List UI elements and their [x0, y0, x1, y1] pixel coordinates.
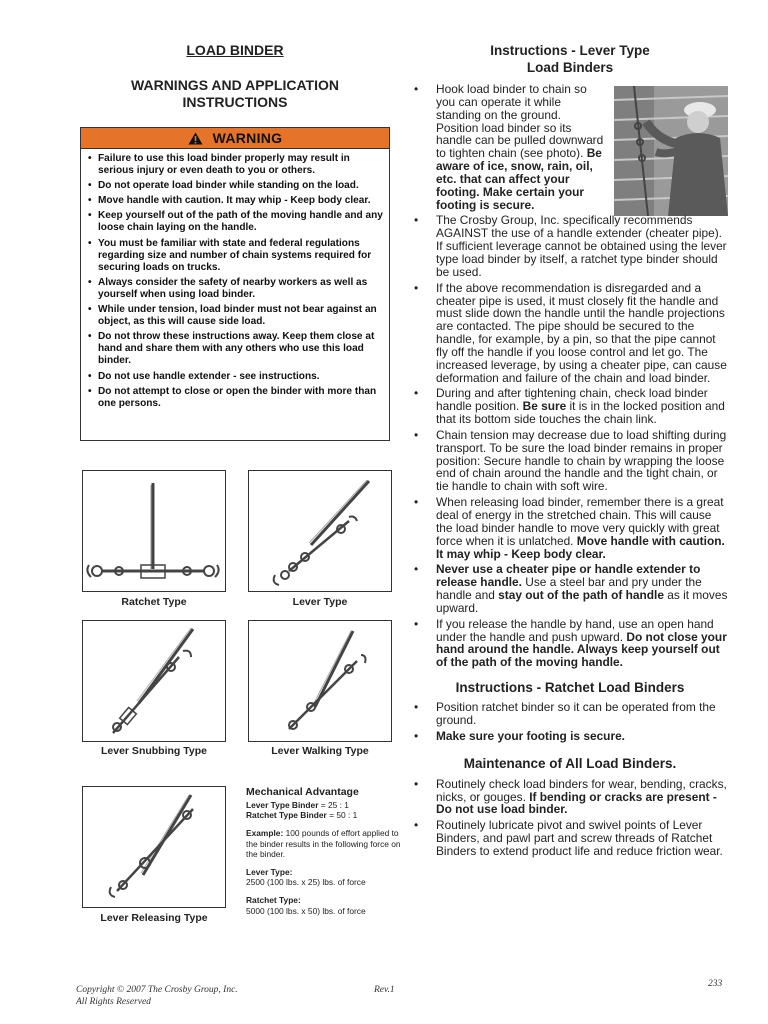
lever-instructions-list — [412, 83, 728, 669]
lever-snubbing-caption: Lever Snubbing Type — [101, 745, 207, 757]
warning-item: • Always consider the safety of nearby workers as well as yourself when using load binder. — [87, 277, 383, 301]
ratchet-force-label: Ratchet Type: — [246, 895, 301, 906]
warning-item: • Move handle with caution. It may whip - Keep body clear. — [87, 195, 383, 207]
list-item: • Hook load binder to chain so you can operate it while standing on the ground. Position load binder so its handle can be pulled downward to tighten chain (see photo). Be aware of ice, snow, rain, oil, etc. that can affect your footing. Make certain your footing is secure. — [412, 83, 606, 211]
ratchet-force: 5000 (100 lbs. x 50) lbs. of force — [246, 905, 366, 916]
page-title: LOAD BINDER — [186, 42, 284, 58]
list-item: • Never use a cheater pipe or handle extender to release handle. Use a steel bar and pry under the handle and stay out of the path of handle as it moves upward. — [412, 563, 728, 614]
lever-walking-illustration — [249, 621, 390, 740]
subtitle-line-2: INSTRUCTIONS — [182, 94, 288, 110]
warning-item: • Do not attempt to close or open the binder with more than one persons. — [87, 386, 383, 410]
lever-snubbing-illustration — [83, 621, 224, 740]
list-item: • Routinely check load binders for wear, bending, cracks, nicks, or gouges. If bending or cracks are present - Do not use load binder. — [412, 778, 728, 817]
lever-releasing-caption: Lever Releasing Type — [100, 912, 208, 924]
list-item: • If the above recommendation is disregarded and a cheater pipe is used, it must closely fit the handle and must slide down the handle until the handle projections are contacted. The pipe should be secured to the handle, for example, by a pin, so that the pipe cannot fly off the handle if you loose control and let go. The increased leverage, by using a cheater pipe, can cause deformation and failure of the chain and load binder. — [412, 282, 728, 385]
lever-binder-illustration — [249, 471, 390, 590]
mechanical-advantage — [246, 786, 406, 916]
maintenance-list — [412, 778, 728, 858]
page-number: 233 — [708, 979, 723, 989]
lever-releasing-figure — [82, 786, 226, 908]
list-item: • When releasing load binder, remember there is a great deal of energy in the stretched chain. This will cause the load binder handle to move very quickly with great force when it is unlatched. Move handle with caution. It may whip - Keep body clear. — [412, 496, 728, 560]
ratchet-binder-illustration — [83, 471, 224, 590]
right-column — [412, 42, 728, 861]
warning-item: • Do not throw these instructions away. Keep them close at hand and share them with any others who use this load binder. — [87, 331, 383, 367]
warning-triangle-icon — [188, 132, 203, 145]
list-item: • The Crosby Group, Inc. specifically recommends AGAINST the use of a handle extender (cheater pipe). If sufficient leverage cannot be obtained using the lever type load binder by itself, a ratchet type binder should be used. — [412, 214, 728, 278]
warning-item: • Do not operate load binder while standing on the load. — [87, 180, 383, 192]
list-item: • Routinely lubricate pivot and swivel points of Lever Binders, and pawl part and screw threads of Ratchet Binders to extend product life and reduce friction wear. — [412, 819, 728, 858]
lever-releasing-illustration — [83, 787, 224, 906]
lever-walking-caption: Lever Walking Type — [271, 745, 369, 757]
list-item: • During and after tightening chain, check load binder handle position. Be sure it is in the locked position and that its bottom side touches the chain link. — [412, 387, 728, 426]
lever-walking-figure — [248, 620, 392, 742]
lever-ratio: Lever Type Binder = 25 : 1 — [246, 800, 349, 810]
ratchet-instructions-list — [412, 701, 728, 743]
warning-item: • Failure to use this load binder properly may result in serious injury or even death to you or others. — [87, 153, 383, 177]
ratchet-type-caption: Ratchet Type — [121, 596, 187, 608]
mechanical-advantage-heading: Mechanical Advantage — [246, 786, 359, 798]
list-item: • If you release the handle by hand, use an open hand under the handle and push upward. Do not close your hand around the handle. Always keep yourself out of the path of the moving handle. — [412, 618, 728, 669]
maintenance-heading: Maintenance of All Load Binders. — [463, 755, 677, 771]
lever-type-caption: Lever Type — [292, 596, 348, 608]
list-item: • Chain tension may decrease due to load shifting during transport. To be sure the load binder remains in proper position: Secure handle to chain by wrapping the loose end of chain around the handle and the tight chain, or tie handle to chain with soft wire. — [412, 429, 728, 493]
list-item: • Position ratchet binder so it can be operated from the ground. — [412, 701, 728, 727]
subtitle-line-1: WARNINGS AND APPLICATION — [131, 77, 339, 93]
footer-copyright: Copyright © 2007 The Crosby Group, Inc. All Rights Reserved — [76, 985, 238, 1007]
warning-item: • While under tension, load binder must not bear against an object, as this will cause side load. — [87, 304, 383, 328]
lever-force-label: Lever Type: — [246, 867, 293, 878]
list-item: • Make sure your footing is secure. — [412, 730, 728, 743]
lever-instructions-heading: Instructions - Lever Type Load Binders — [490, 43, 650, 75]
warning-item: • Do not use handle extender - see instructions. — [87, 371, 383, 383]
ratchet-instructions-heading: Instructions - Ratchet Load Binders — [455, 680, 685, 696]
lever-force: 2500 (100 lbs. x 25) lbs. of force — [246, 877, 366, 888]
warning-box — [80, 127, 390, 441]
warning-item: • Keep yourself out of the path of the moving handle and any loose chain laying on the handle. — [87, 210, 383, 234]
warning-label: WARNING — [212, 130, 283, 146]
footer-revision: Rev.1 — [374, 985, 395, 995]
lever-type-figure — [248, 470, 392, 592]
ratchet-ratio: Ratchet Type Binder = 50 : 1 — [246, 810, 358, 821]
warning-item: • You must be familiar with state and federal regulations regarding size and number of chain systems required for securing loads on trucks. — [87, 238, 383, 274]
warning-header — [81, 128, 389, 149]
warning-list — [81, 149, 389, 410]
example-text: Example: 100 pounds of effort applied to the binder results in the following force on the binder. — [246, 828, 401, 859]
ratchet-type-figure — [82, 470, 226, 592]
lever-snubbing-figure — [82, 620, 226, 742]
page-subtitle — [80, 77, 390, 111]
